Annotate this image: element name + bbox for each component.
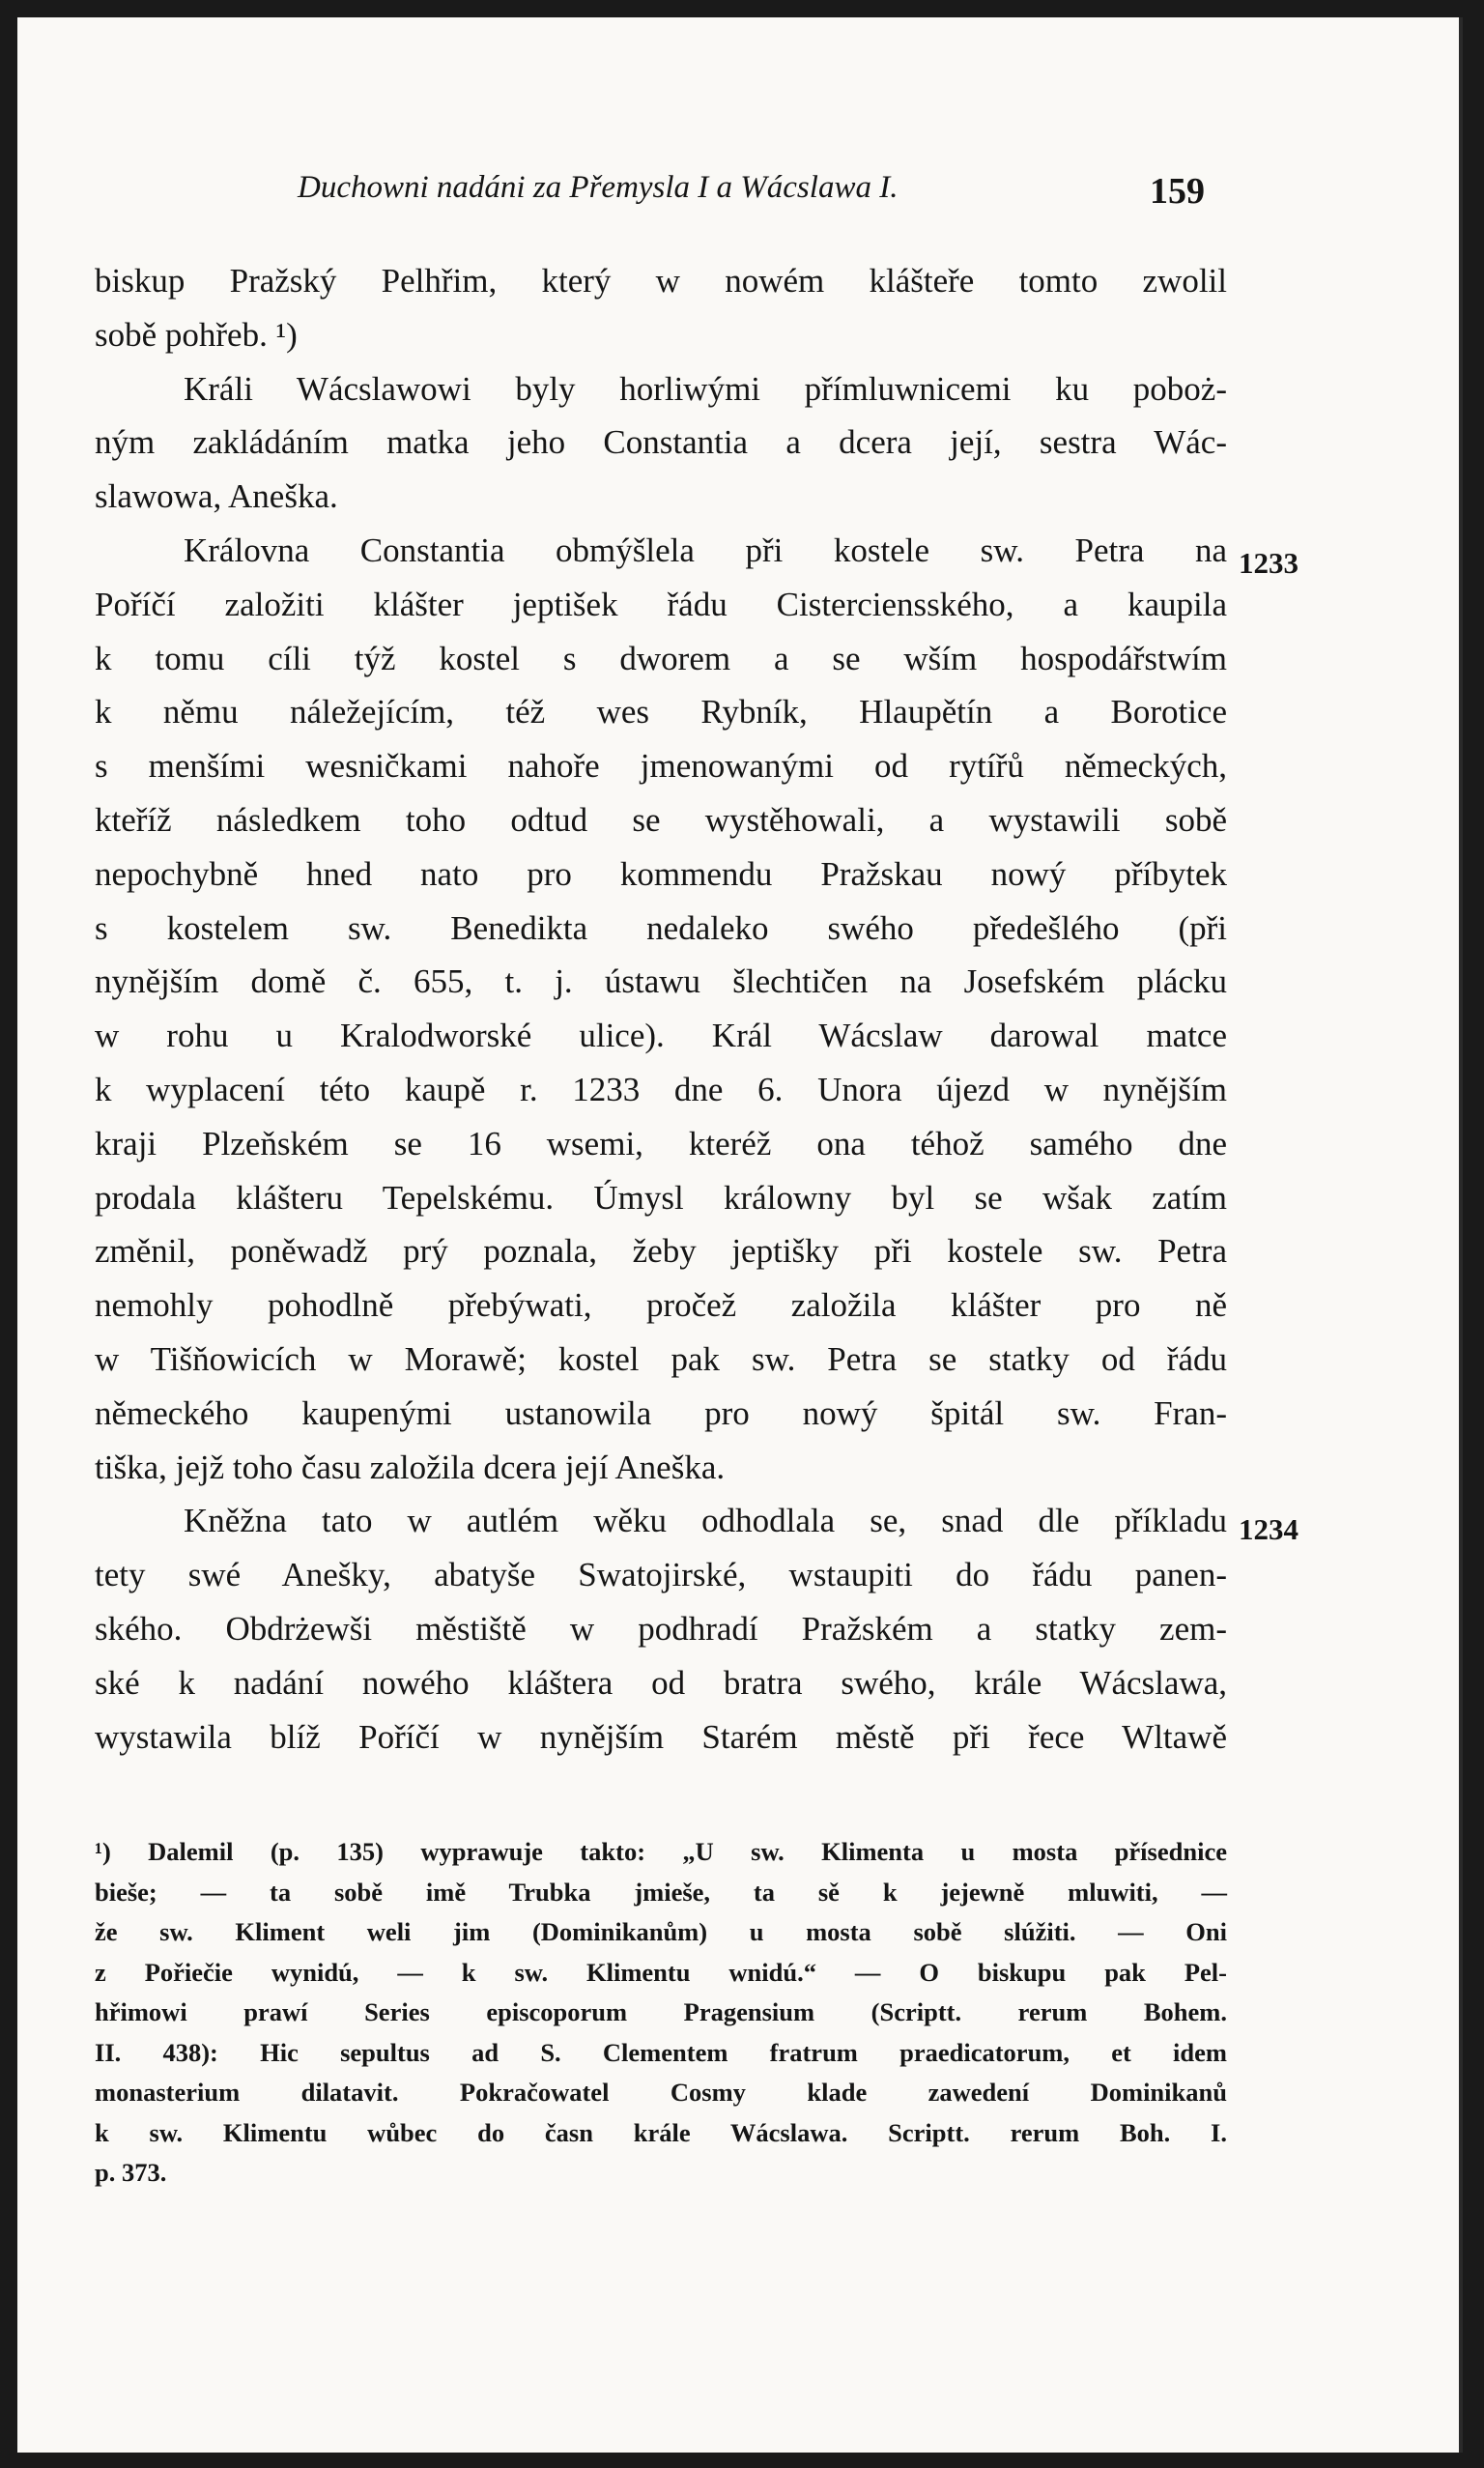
- page-header: [17, 170, 1463, 218]
- footnote-line: monasterium dilatavit. Pokračowatel Cosmy klade zawedení Dominikanů: [95, 2078, 1227, 2107]
- footnote-line: z Pořiečie wynidú, — k sw. Klimentu wnidú.“ — O biskupu pak Pel-: [95, 1957, 1227, 1987]
- text-line: slawowa, Aneška.: [95, 477, 338, 516]
- text-line: kteříž následkem toho odtud se wystěhowali, a wystawili sobě: [95, 800, 1227, 839]
- margin-year: 1233: [1239, 546, 1298, 580]
- text-line: ského. Obdrżewši městiště w podhradí Pražském a statky zem-: [95, 1609, 1227, 1648]
- text-line: nynějším domě č. 655, t. j. ústawu šlechtičen na Josefském plácku: [95, 962, 1227, 1001]
- text-line: ské k nadání nowého kláštera od bratra swého, krále Wácslawa,: [95, 1663, 1227, 1702]
- text-line: w rohu u Kralodworské ulice). Král Wácslaw darowal matce: [95, 1017, 1227, 1055]
- text-line: německého kaupenými ustanowila pro nowý špitál sw. Fran-: [95, 1393, 1227, 1432]
- text-line: prodala klášteru Tepelskému. Úmysl králowny byl se wšak zatím: [95, 1178, 1227, 1217]
- text-line: nemohly pohodlně přebýwati, pročež založila klášter pro ně: [95, 1286, 1227, 1325]
- footnotes: [95, 1832, 1227, 2194]
- footnote-line: k sw. Klimentu wůbec do časn krále Wácslawa. Scriptt. rerum Boh. I.: [95, 2117, 1227, 2147]
- text-line: nepochybně hned nato pro kommendu Pražskau nowý příbytek: [95, 854, 1227, 893]
- text-line: Královna Constantia obmýšlela při kostele sw. Petra na: [184, 531, 1227, 569]
- running-head: Duchowni nadáni za Přemysla I a Wácslawa I.: [298, 170, 899, 205]
- text-line: změnil, poněwadž prý poznala, žeby jeptišky při kostele sw. Petra: [95, 1232, 1227, 1271]
- footnote-line: bieše; — ta sobě imě Trubka jmieše, ta sě k jejewně mluwiti, —: [95, 1877, 1227, 1907]
- body-text: [95, 254, 1227, 1764]
- text-line: Králi Wácslawowi byly horliwými přímluwnicemi ku poboż-: [184, 369, 1227, 408]
- footnote-line: hřimowi prawí Series episcoporum Pragensium (Scriptt. rerum Bohem.: [95, 1997, 1227, 2026]
- text-line: kraji Plzeňském se 16 wsemi, kteréž ona téhož samého dne: [95, 1124, 1227, 1162]
- text-line: wystawila blíž Poříčí w nynějším Starém městě při řece Wltawě: [95, 1717, 1227, 1756]
- footnote-line: že sw. Kliment weli jim (Dominikanům) u mosta sobě slúžiti. — Oni: [95, 1917, 1227, 1946]
- text-line: s kostelem sw. Benedikta nedaleko swého předešlého (při: [95, 908, 1227, 947]
- text-line: Poříčí založiti klášter jeptišek řádu Cisterciensského, a kaupila: [95, 585, 1227, 623]
- text-line: ným zakládáním matka jeho Constantia a dcera její, sestra Wác-: [95, 423, 1227, 462]
- footnote-line: ¹) Dalemil (p. 135) wyprawuje takto: „U sw. Klimenta u mosta přísednice: [95, 1837, 1227, 1866]
- text-line: tiška, jejž toho času založila dcera její Aneška.: [95, 1448, 726, 1486]
- text-line: Kněžna tato w autlém wěku odhodlala se, snad dle příkladu: [184, 1502, 1227, 1540]
- book-page: [17, 17, 1463, 2453]
- text-line: tety swé Anešky, abatyše Swatojirské, wstaupiti do řádu panen-: [95, 1556, 1227, 1594]
- text-line: k němu náležejícím, též wes Rybník, Hlaupětín a Borotice: [95, 693, 1227, 732]
- margin-year: 1234: [1239, 1512, 1298, 1546]
- footnote-line: II. 438): Hic sepultus ad S. Clementem fratrum praedicatorum, et idem: [95, 2037, 1227, 2067]
- text-line: w Tišňowicích w Morawě; kostel pak sw. Petra se statky od řádu: [95, 1339, 1227, 1378]
- text-line: biskup Pražský Pelhřim, který w nowém klášteře tomto zwolil: [95, 262, 1227, 300]
- text-line: sobě pohřeb. ¹): [95, 315, 298, 354]
- text-line: k tomu cíli týž kostel s dworem a se wším hospodářstwím: [95, 639, 1227, 677]
- page-number: 159: [1150, 171, 1205, 212]
- text-line: s menšími wesničkami nahoře jmenowanými od rytířů německých,: [95, 747, 1227, 786]
- footnote-line: p. 373.: [95, 2158, 167, 2187]
- text-line: k wyplacení této kaupě r. 1233 dne 6. Unora újezd w nynějším: [95, 1070, 1227, 1108]
